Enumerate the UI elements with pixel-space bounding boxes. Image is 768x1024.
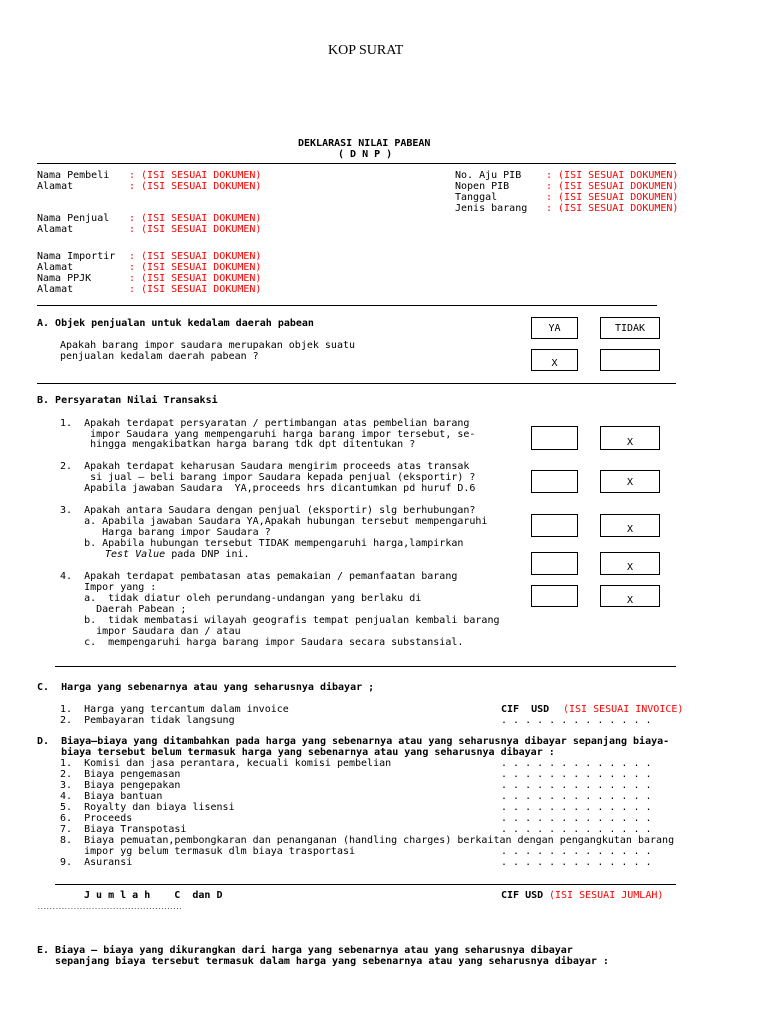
- c-item: 2. Pembayaran tidak langsung: [60, 715, 235, 726]
- pib-label: Tanggal: [455, 192, 498, 203]
- section-a-heading: A. Objek penjualan untuk kedalam daerah pabean: [37, 318, 314, 329]
- b-q4-line: Daerah Pabean ;: [60, 604, 187, 615]
- d-item: 3. Biaya pengepakan: [60, 780, 181, 791]
- b-q4-ya-checkbox[interactable]: [531, 585, 578, 607]
- c-item: 1. Harga yang tercantum dalam invoice: [60, 704, 289, 715]
- test-value-rest: pada DNP ini.: [165, 549, 250, 560]
- b-q2-line: Apabila jawaban Saudara YA,proceeds hrs dicantumkan pd huruf D.6: [60, 483, 476, 494]
- b-q4-line: 4. Apakah terdapat pembatasan atas pemakaian / pemanfaatan barang: [60, 571, 458, 582]
- a-tidak-checkbox[interactable]: [600, 349, 660, 371]
- a-ya-checkbox[interactable]: X: [531, 349, 578, 371]
- party-value: : (ISI SESUAI DOKUMEN): [129, 284, 262, 295]
- party-label: Nama PPJK: [37, 273, 92, 284]
- party-label: Alamat: [37, 181, 74, 192]
- b-q1-tidak-checkbox[interactable]: X: [600, 426, 660, 450]
- pib-value: : (ISI SESUAI DOKUMEN): [546, 170, 679, 181]
- c-dots: . . . . . . . . . . . . .: [501, 715, 652, 726]
- section-c-heading: C. Harga yang sebenarnya atau yang seharusnya dibayar ;: [37, 682, 375, 693]
- d-item: 5. Royalty dan biaya lisensi: [60, 802, 235, 813]
- d-item: 1. Komisi dan jasa perantara, kecuali komisi pembelian: [60, 758, 392, 769]
- pib-label: Nopen PIB: [455, 181, 510, 192]
- party-label: Alamat: [37, 284, 74, 295]
- pib-label: Jenis barang: [455, 203, 528, 214]
- section-b-rule: [55, 666, 676, 667]
- c-cif-value: (ISI SESUAI INVOICE): [563, 704, 684, 715]
- b-q2-line: si jual – beli barang impor Saudara kepada penjual (eksportir) ?: [60, 472, 476, 483]
- d-item: 2. Biaya pengemasan: [60, 769, 181, 780]
- party-value: : (ISI SESUAI DOKUMEN): [129, 213, 262, 224]
- b-q2-line: 2. Apakah terdapat keharusan Saudara mengirim proceeds atas transak: [60, 461, 470, 472]
- b-q1-ya-checkbox[interactable]: [531, 426, 578, 450]
- d-dots: . . . . . . . . . . . . .: [501, 791, 652, 802]
- section-e-heading: E. Biaya – biaya yang dikurangkan dari harga yang sebenarnya atau yang seharusnya dibayar: [37, 945, 573, 956]
- party-value: : (ISI SESUAI DOKUMEN): [129, 224, 262, 235]
- b-q1-line: impor Saudara yang mempengaruhi harga barang impor tersebut, se-: [60, 429, 476, 440]
- b-q4-line: Impor yang :: [60, 582, 157, 593]
- b-q3-line: Harga barang impor Saudara ?: [60, 527, 271, 538]
- jumlah-cif-value: (ISI SESUAI JUMLAH): [549, 890, 664, 901]
- party-label: Nama Importir: [37, 251, 116, 262]
- section-d-heading: biaya tersebut belum termasuk harga yang sebenarnya atau yang seharusnya dibayar :: [37, 747, 555, 758]
- d-item: 9. Asuransi: [60, 857, 133, 868]
- d-dots: . . . . . . . . . . . . .: [501, 802, 652, 813]
- test-value-italic: Test Value: [105, 549, 166, 560]
- section-d-rule: [55, 884, 676, 885]
- d-dots: . . . . . . . . . . . . .: [501, 824, 652, 835]
- b-q3a-tidak-checkbox[interactable]: X: [600, 514, 660, 537]
- tidak-header-box: TIDAK: [600, 317, 660, 339]
- b-q4-tidak-checkbox[interactable]: X: [600, 585, 660, 607]
- section-a-rule: [37, 383, 676, 384]
- b-q3a-ya-checkbox[interactable]: [531, 514, 578, 537]
- b-q4-line: a. tidak diatur oleh perundang-undangan yang berlaku di: [60, 593, 422, 604]
- b-q3b-tidak-checkbox[interactable]: X: [600, 552, 660, 575]
- section-a-question: Apakah barang impor saudara merupakan objek suatu: [60, 340, 356, 351]
- party-value: : (ISI SESUAI DOKUMEN): [129, 262, 262, 273]
- b-q3-line: [105, 549, 250, 560]
- parties-rule: [37, 305, 657, 306]
- party-label: Alamat: [37, 262, 74, 273]
- d-dots: . . . . . . . . . . . . .: [501, 758, 652, 769]
- party-value: : (ISI SESUAI DOKUMEN): [129, 273, 262, 284]
- document-title: DEKLARASI NILAI PABEAN: [298, 138, 431, 149]
- pib-label: No. Aju PIB: [455, 170, 522, 181]
- b-q4-line: impor Saudara dan / atau: [60, 626, 241, 637]
- signature-dotted-line: ................................................: [37, 904, 182, 911]
- b-q2-ya-checkbox[interactable]: [531, 470, 578, 493]
- b-q2-tidak-checkbox[interactable]: X: [600, 470, 660, 493]
- kop-surat: KOP SURAT: [328, 43, 404, 58]
- d-dots: . . . . . . . . . . . . .: [501, 857, 652, 868]
- b-q1-line: 1. Apakah terdapat persyaratan / pertimbangan atas pembelian barang: [60, 418, 470, 429]
- c-cif-label: CIF USD: [501, 704, 550, 715]
- b-q3-line: b. Apabila hubungan tersebut TIDAK mempengaruhi harga,lampirkan: [60, 538, 464, 549]
- b-q1-line: hingga mengakibatkan harga barang tdk dpt ditentukan ?: [60, 439, 416, 450]
- ya-header-box: YA: [531, 317, 578, 339]
- d-item: 7. Biaya Transpotasi: [60, 824, 187, 835]
- d-dots: . . . . . . . . . . . . .: [501, 846, 652, 857]
- party-value: : (ISI SESUAI DOKUMEN): [129, 170, 262, 181]
- document-subtitle: ( D N P ): [338, 149, 393, 160]
- d-dots: . . . . . . . . . . . . .: [501, 780, 652, 791]
- d-dots: . . . . . . . . . . . . .: [501, 769, 652, 780]
- party-label: Nama Pembeli: [37, 170, 110, 181]
- jumlah-label: J u m l a h C dan D: [84, 890, 223, 901]
- b-q4-line: b. tidak membatasi wilayah geografis tempat penjualan kembali barang: [60, 615, 500, 626]
- section-a-question: penjualan kedalam daerah pabean ?: [60, 351, 259, 362]
- party-label: Alamat: [37, 224, 74, 235]
- d-item: 4. Biaya bantuan: [60, 791, 163, 802]
- b-q3-line: 3. Apakah antara Saudara dengan penjual (eksportir) slg berhubungan?: [60, 505, 476, 516]
- b-q3b-ya-checkbox[interactable]: [531, 552, 578, 575]
- d-dots: . . . . . . . . . . . . .: [501, 813, 652, 824]
- section-b-heading: B. Persyaratan Nilai Transaksi: [37, 395, 218, 406]
- pib-value: : (ISI SESUAI DOKUMEN): [546, 181, 679, 192]
- section-d-heading: D. Biaya–biaya yang ditambahkan pada harga yang sebenarnya atau yang seharusnya dibayar sepanjang biaya-: [37, 736, 670, 747]
- d-item: 6. Proceeds: [60, 813, 133, 824]
- b-q3-line: a. Apabila jawaban Saudara YA,Apakah hubungan tersebut mempengaruhi: [60, 516, 488, 527]
- title-rule: [37, 163, 676, 164]
- d-item: impor yg belum termasuk dlm biaya trasportasi: [60, 846, 356, 857]
- b-q4-line: c. mempengaruhi harga barang impor Saudara secara substansial.: [60, 637, 464, 648]
- section-e-heading: sepanjang biaya tersebut termasuk dalam harga yang sebenarnya atau yang seharusnya dibayar :: [37, 956, 609, 967]
- pib-value: : (ISI SESUAI DOKUMEN): [546, 192, 679, 203]
- d-item: 8. Biaya pemuatan,pembongkaran dan penanganan (handling charges) berkaitan dengan pengangkutan barang: [60, 835, 675, 846]
- party-value: : (ISI SESUAI DOKUMEN): [129, 181, 262, 192]
- party-value: : (ISI SESUAI DOKUMEN): [129, 251, 262, 262]
- jumlah-cif-label: CIF USD: [501, 890, 544, 901]
- party-label: Nama Penjual: [37, 213, 110, 224]
- pib-value: : (ISI SESUAI DOKUMEN): [546, 203, 679, 214]
